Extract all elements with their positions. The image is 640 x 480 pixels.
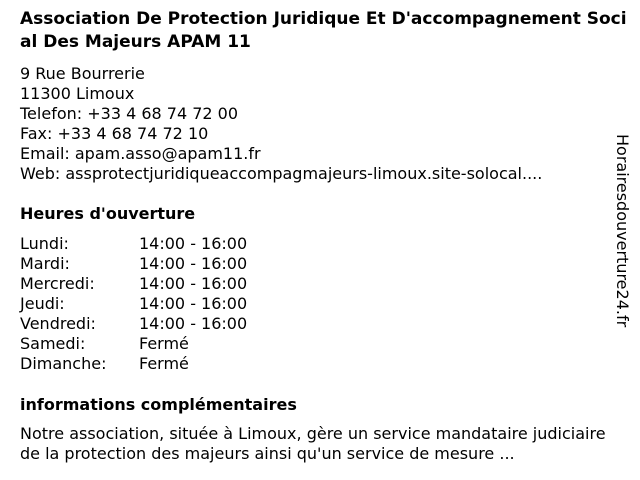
info-heading: informations complémentaires [20,395,297,414]
hours-row-thursday [20,294,247,314]
day-label: Jeudi: [20,294,65,313]
hours-row-sunday [20,354,247,374]
day-label: Vendredi: [20,314,96,333]
website-link[interactable]: Web: assprotectjuridiqueaccompagmajeurs-limoux.site-solocal.... [20,164,543,183]
contact-block [20,64,542,184]
time-value: 14:00 - 16:00 [139,234,248,253]
hours-row-tuesday [20,254,247,274]
address-postal-city: 11300 Limoux [20,84,135,103]
business-title: Association De Protection Juridique Et D'accompagnement Social Des Majeurs APAM 11 [20,9,627,52]
time-value: Fermé [139,354,189,373]
time-value: Fermé [139,334,189,353]
time-value: 14:00 - 16:00 [139,314,248,333]
day-label: Lundi: [20,234,69,253]
description-text: Notre association, située à Limoux, gère un service mandataire judiciaire de la protection des majeurs ainsi qu'un service de mesure ... [20,424,606,463]
day-label: Mercredi: [20,274,95,293]
hours-row-saturday [20,334,247,354]
site-watermark: Horairesdouverture24.fr [613,134,632,328]
hours-row-wednesday [20,274,247,294]
email-link[interactable]: Email: apam.asso@apam11.fr [20,144,261,163]
hours-row-monday [20,234,247,254]
time-value: 14:00 - 16:00 [139,294,248,313]
opening-hours-table [20,234,247,374]
time-value: 14:00 - 16:00 [139,254,248,273]
fax-number: Fax: +33 4 68 74 72 10 [20,124,209,143]
day-label: Samedi: [20,334,86,353]
day-label: Dimanche: [20,354,107,373]
day-label: Mardi: [20,254,70,273]
time-value: 14:00 - 16:00 [139,274,248,293]
hours-row-friday [20,314,247,334]
address-street: 9 Rue Bourrerie [20,64,145,83]
phone-number[interactable]: Telefon: +33 4 68 74 72 00 [20,104,239,123]
hours-heading: Heures d'ouverture [20,204,196,223]
